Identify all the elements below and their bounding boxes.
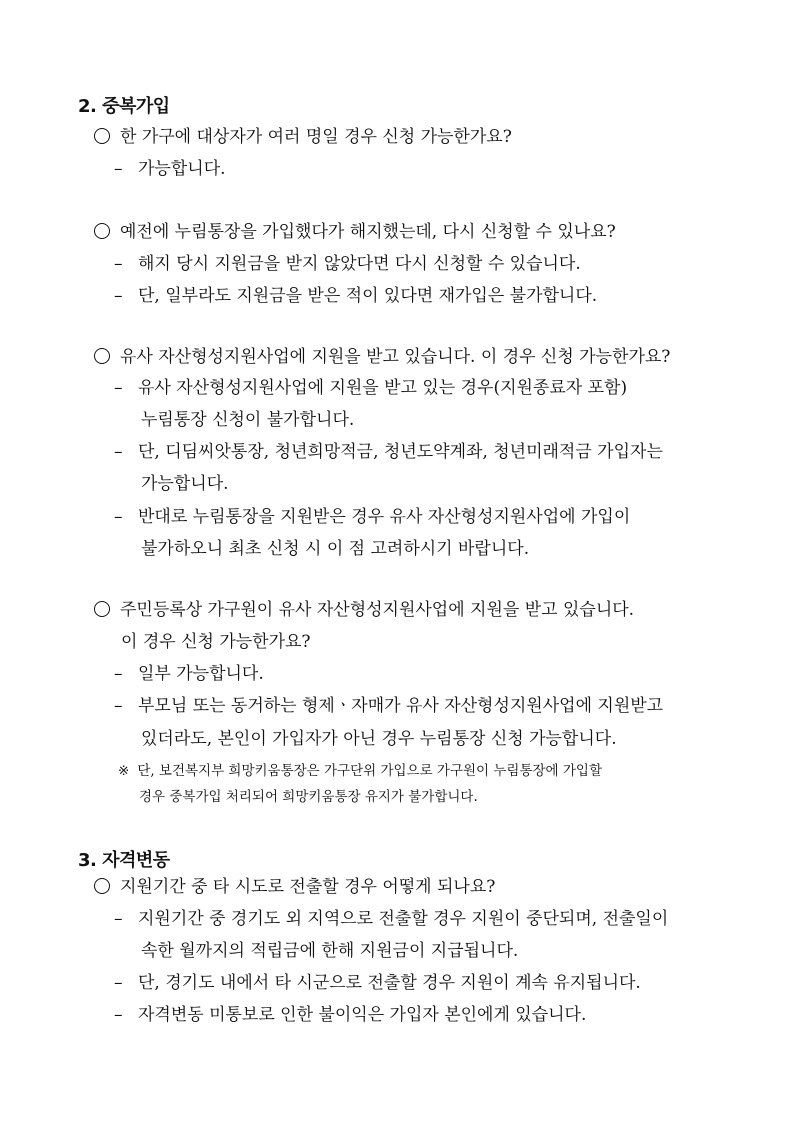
dash-bullet: – bbox=[114, 973, 123, 993]
question-line: 예전에 누림통장을 가입했다가 해지했는데, 다시 신청할 수 있나요? bbox=[94, 222, 616, 242]
answer-line: – 반대로 누림통장을 지원받은 경우 유사 자산형성지원사업에 가입이 bbox=[114, 507, 631, 527]
reference-note: ※ 단, 보건복지부 희망키움통장은 가구단위 가입으로 가구원이 누림통장에 가입할 bbox=[118, 763, 602, 779]
dash-bullet: – bbox=[114, 507, 123, 527]
dash-bullet: – bbox=[114, 378, 123, 398]
dash-bullet: – bbox=[114, 664, 123, 684]
question-line: 주민등록상 가구원이 유사 자산형성지원사업에 지원을 받고 있습니다. bbox=[94, 600, 634, 620]
answer-line: – 지원기간 중 경기도 외 지역으로 전출할 경우 지원이 중단되며, 전출일이 bbox=[114, 909, 669, 929]
answer-line: – 해지 당시 지원금을 받지 않았다면 다시 신청할 수 있습니다. bbox=[114, 254, 581, 274]
section-heading-duplicate-enrollment: 2. 중복가입 bbox=[78, 96, 170, 117]
question-line: 지원기간 중 타 시도로 전출할 경우 어떻게 되나요? bbox=[94, 877, 495, 897]
circle-bullet-icon bbox=[94, 348, 110, 364]
answer-line: – 가능합니다. bbox=[114, 159, 226, 179]
question-line: 한 가구에 대상자가 여러 명일 경우 신청 가능한가요? bbox=[94, 127, 512, 147]
reference-mark: ※ bbox=[118, 763, 130, 779]
section-heading-eligibility-change: 3. 자격변동 bbox=[78, 850, 170, 871]
dash-bullet: – bbox=[114, 286, 123, 306]
dash-bullet: – bbox=[114, 442, 123, 462]
answer-line: – 부모님 또는 동거하는 형제ㆍ자매가 유사 자산형성지원사업에 지원받고 bbox=[114, 696, 664, 716]
circle-bullet-icon bbox=[94, 223, 110, 239]
reference-note-continuation: 경우 중복가입 처리되어 희망키움통장 유지가 불가합니다. bbox=[139, 789, 478, 805]
answer-continuation: 가능합니다. bbox=[141, 474, 229, 494]
dash-bullet: – bbox=[114, 1005, 123, 1025]
dash-bullet: – bbox=[114, 254, 123, 274]
dash-bullet: – bbox=[114, 909, 123, 929]
answer-line: – 일부 가능합니다. bbox=[114, 664, 264, 684]
answer-line: – 단, 디딤씨앗통장, 청년희망적금, 청년도약계좌, 청년미래적금 가입자는 bbox=[114, 442, 663, 462]
dash-bullet: – bbox=[114, 159, 123, 179]
question-continuation: 이 경우 신청 가능한가요? bbox=[121, 632, 311, 652]
circle-bullet-icon bbox=[94, 601, 110, 617]
answer-line: – 자격변동 미통보로 인한 불이익은 가입자 본인에게 있습니다. bbox=[114, 1005, 587, 1025]
dash-bullet: – bbox=[114, 696, 123, 716]
circle-bullet-icon bbox=[94, 878, 110, 894]
answer-line: – 단, 일부라도 지원금을 받은 적이 있다면 재가입은 불가합니다. bbox=[114, 286, 598, 306]
answer-continuation: 속한 월까지의 적립금에 한해 지원금이 지급됩니다. bbox=[141, 941, 519, 961]
answer-line: – 단, 경기도 내에서 타 시군으로 전출할 경우 지원이 계속 유지됩니다. bbox=[114, 973, 641, 993]
answer-continuation: 누림통장 신청이 불가합니다. bbox=[141, 410, 355, 430]
circle-bullet-icon bbox=[94, 128, 110, 144]
answer-line: – 유사 자산형성지원사업에 지원을 받고 있는 경우(지원종료자 포함) bbox=[114, 378, 628, 398]
question-line: 유사 자산형성지원사업에 지원을 받고 있습니다. 이 경우 신청 가능한가요? bbox=[94, 347, 670, 367]
answer-continuation: 있더라도, 본인이 가입자가 아닌 경우 누림통장 신청 가능합니다. bbox=[141, 729, 617, 749]
answer-continuation: 불가하오니 최초 신청 시 이 점 고려하시기 바랍니다. bbox=[141, 539, 530, 559]
